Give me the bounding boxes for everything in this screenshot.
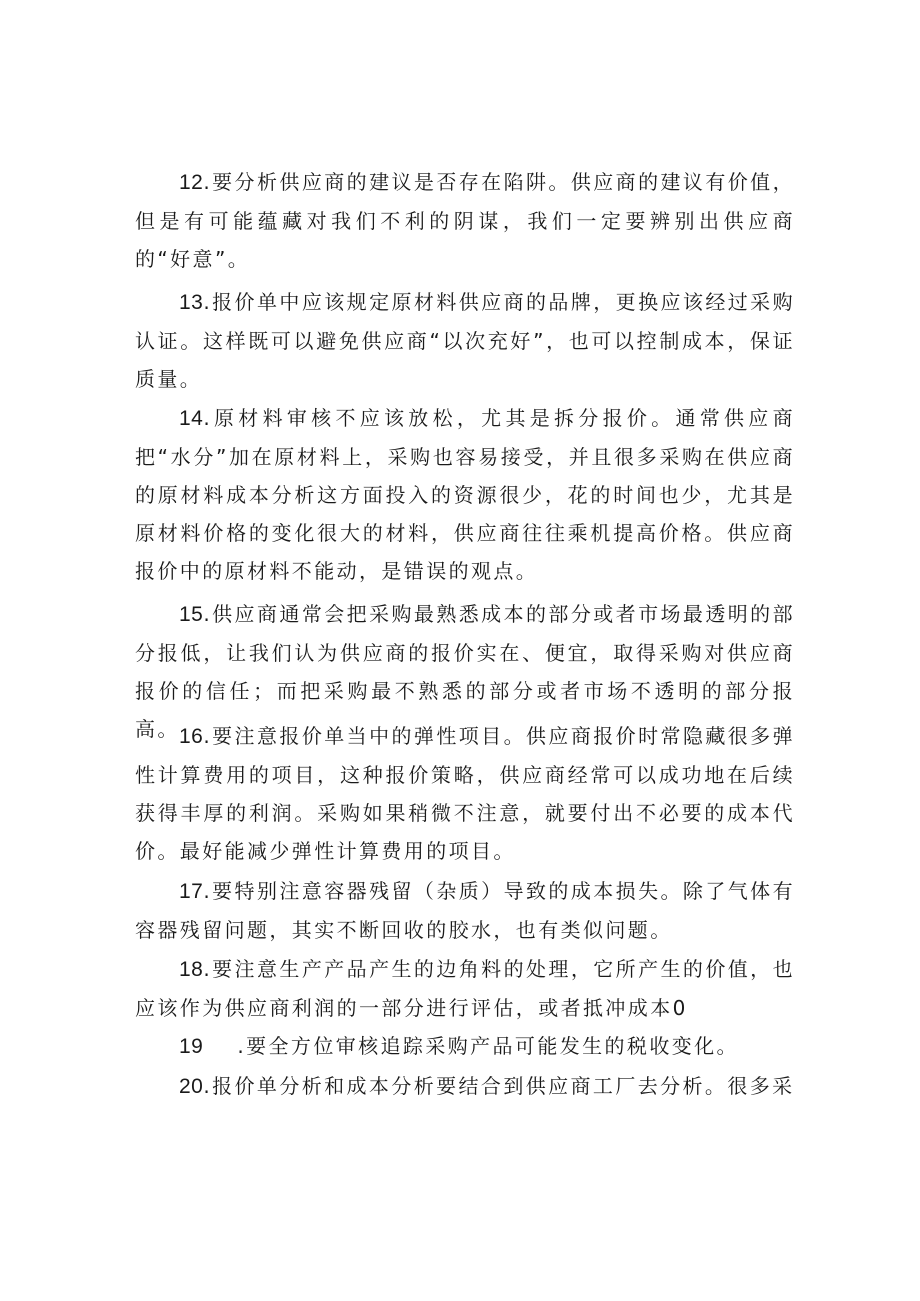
paragraph-text: 要特别注意容器残留（杂质）导致的成本损失。除了气体有容器残留问题，其实不断回收的胶水，也有类似问题。 — [135, 879, 795, 942]
paragraph-text: 要注意生产产品产生的边角料的处理，它所产生的价值，也应该作为供应商利润的一部分进行评估，或者抵冲成本0 — [135, 957, 795, 1020]
item-number: 12 — [179, 171, 204, 194]
item-separator: . — [203, 957, 213, 981]
paragraph-text: 要分析供应商的建议是否存在陷阱。供应商的建议有价值，但是有可能蕴藏对我们不利的阴谋，我们一定要辨别出供应商的“好意”。 — [135, 170, 795, 271]
paragraph-text: 供应商通常会把采购最熟悉成本的部分或者市场最透明的部分报低，让我们认为供应商的报价实在、便宜，取得采购对供应商报价的信任；而把采购最不熟悉的部分或者市场不透明的部分报高。 — [135, 602, 795, 741]
item-number: 20 — [179, 1075, 204, 1098]
paragraph-13 — [135, 283, 795, 398]
item-separator: . — [203, 406, 213, 430]
paragraph-19 — [135, 1027, 795, 1066]
paragraph-20 — [135, 1067, 795, 1106]
item-separator: . — [237, 1034, 247, 1058]
item-number: 19 — [179, 1035, 204, 1058]
item-number: 13 — [179, 291, 204, 314]
paragraph-18 — [135, 950, 795, 1027]
item-separator: . — [203, 290, 213, 314]
item-number: 14 — [179, 407, 204, 430]
item-number: 15 — [179, 603, 204, 626]
paragraph-14 — [135, 399, 795, 590]
item-number: 17 — [179, 880, 204, 903]
paragraph-text: 要注意报价单当中的弹性项目。供应商报价时常隐藏很多弹性计算费用的项目，这种报价策略，供应商经常可以成功地在后续获得丰厚的利润。采购如果稍微不注意，就要付出不必要的成本代价。最好能减少弹性计算费用的项目。 — [135, 724, 795, 863]
item-separator: . — [203, 724, 213, 748]
paragraph-16 — [135, 717, 795, 870]
item-separator: . — [203, 170, 213, 194]
item-separator: . — [203, 879, 213, 903]
item-number: 18 — [179, 958, 204, 981]
paragraph-17 — [135, 872, 795, 949]
paragraph-12 — [135, 163, 795, 278]
paragraph-text: 报价单中应该规定原材料供应商的品牌，更换应该经过采购认证。这样既可以避免供应商“以次充好”，也可以控制成本，保证质量。 — [135, 290, 795, 391]
paragraph-text: 原材料审核不应该放松，尤其是拆分报价。通常供应商把“水分”加在原材料上，采购也容易接受，并且很多采购在供应商的原材料成本分析这方面投入的资源很少，花的时间也少，尤其是原材料价格的变化很大的材料，供应商往往乘机提高价格。供应商报价中的原材料不能动，是错误的观点。 — [135, 406, 795, 583]
paragraph-text: 要全方位审核追踪采购产品可能发生的税收变化。 — [246, 1034, 739, 1058]
item-separator: . — [203, 1074, 213, 1098]
item-separator: . — [203, 602, 213, 626]
item-number: 16 — [179, 725, 204, 748]
paragraph-text: 报价单分析和成本分析要结合到供应商工厂去分析。很多采 — [212, 1074, 795, 1098]
